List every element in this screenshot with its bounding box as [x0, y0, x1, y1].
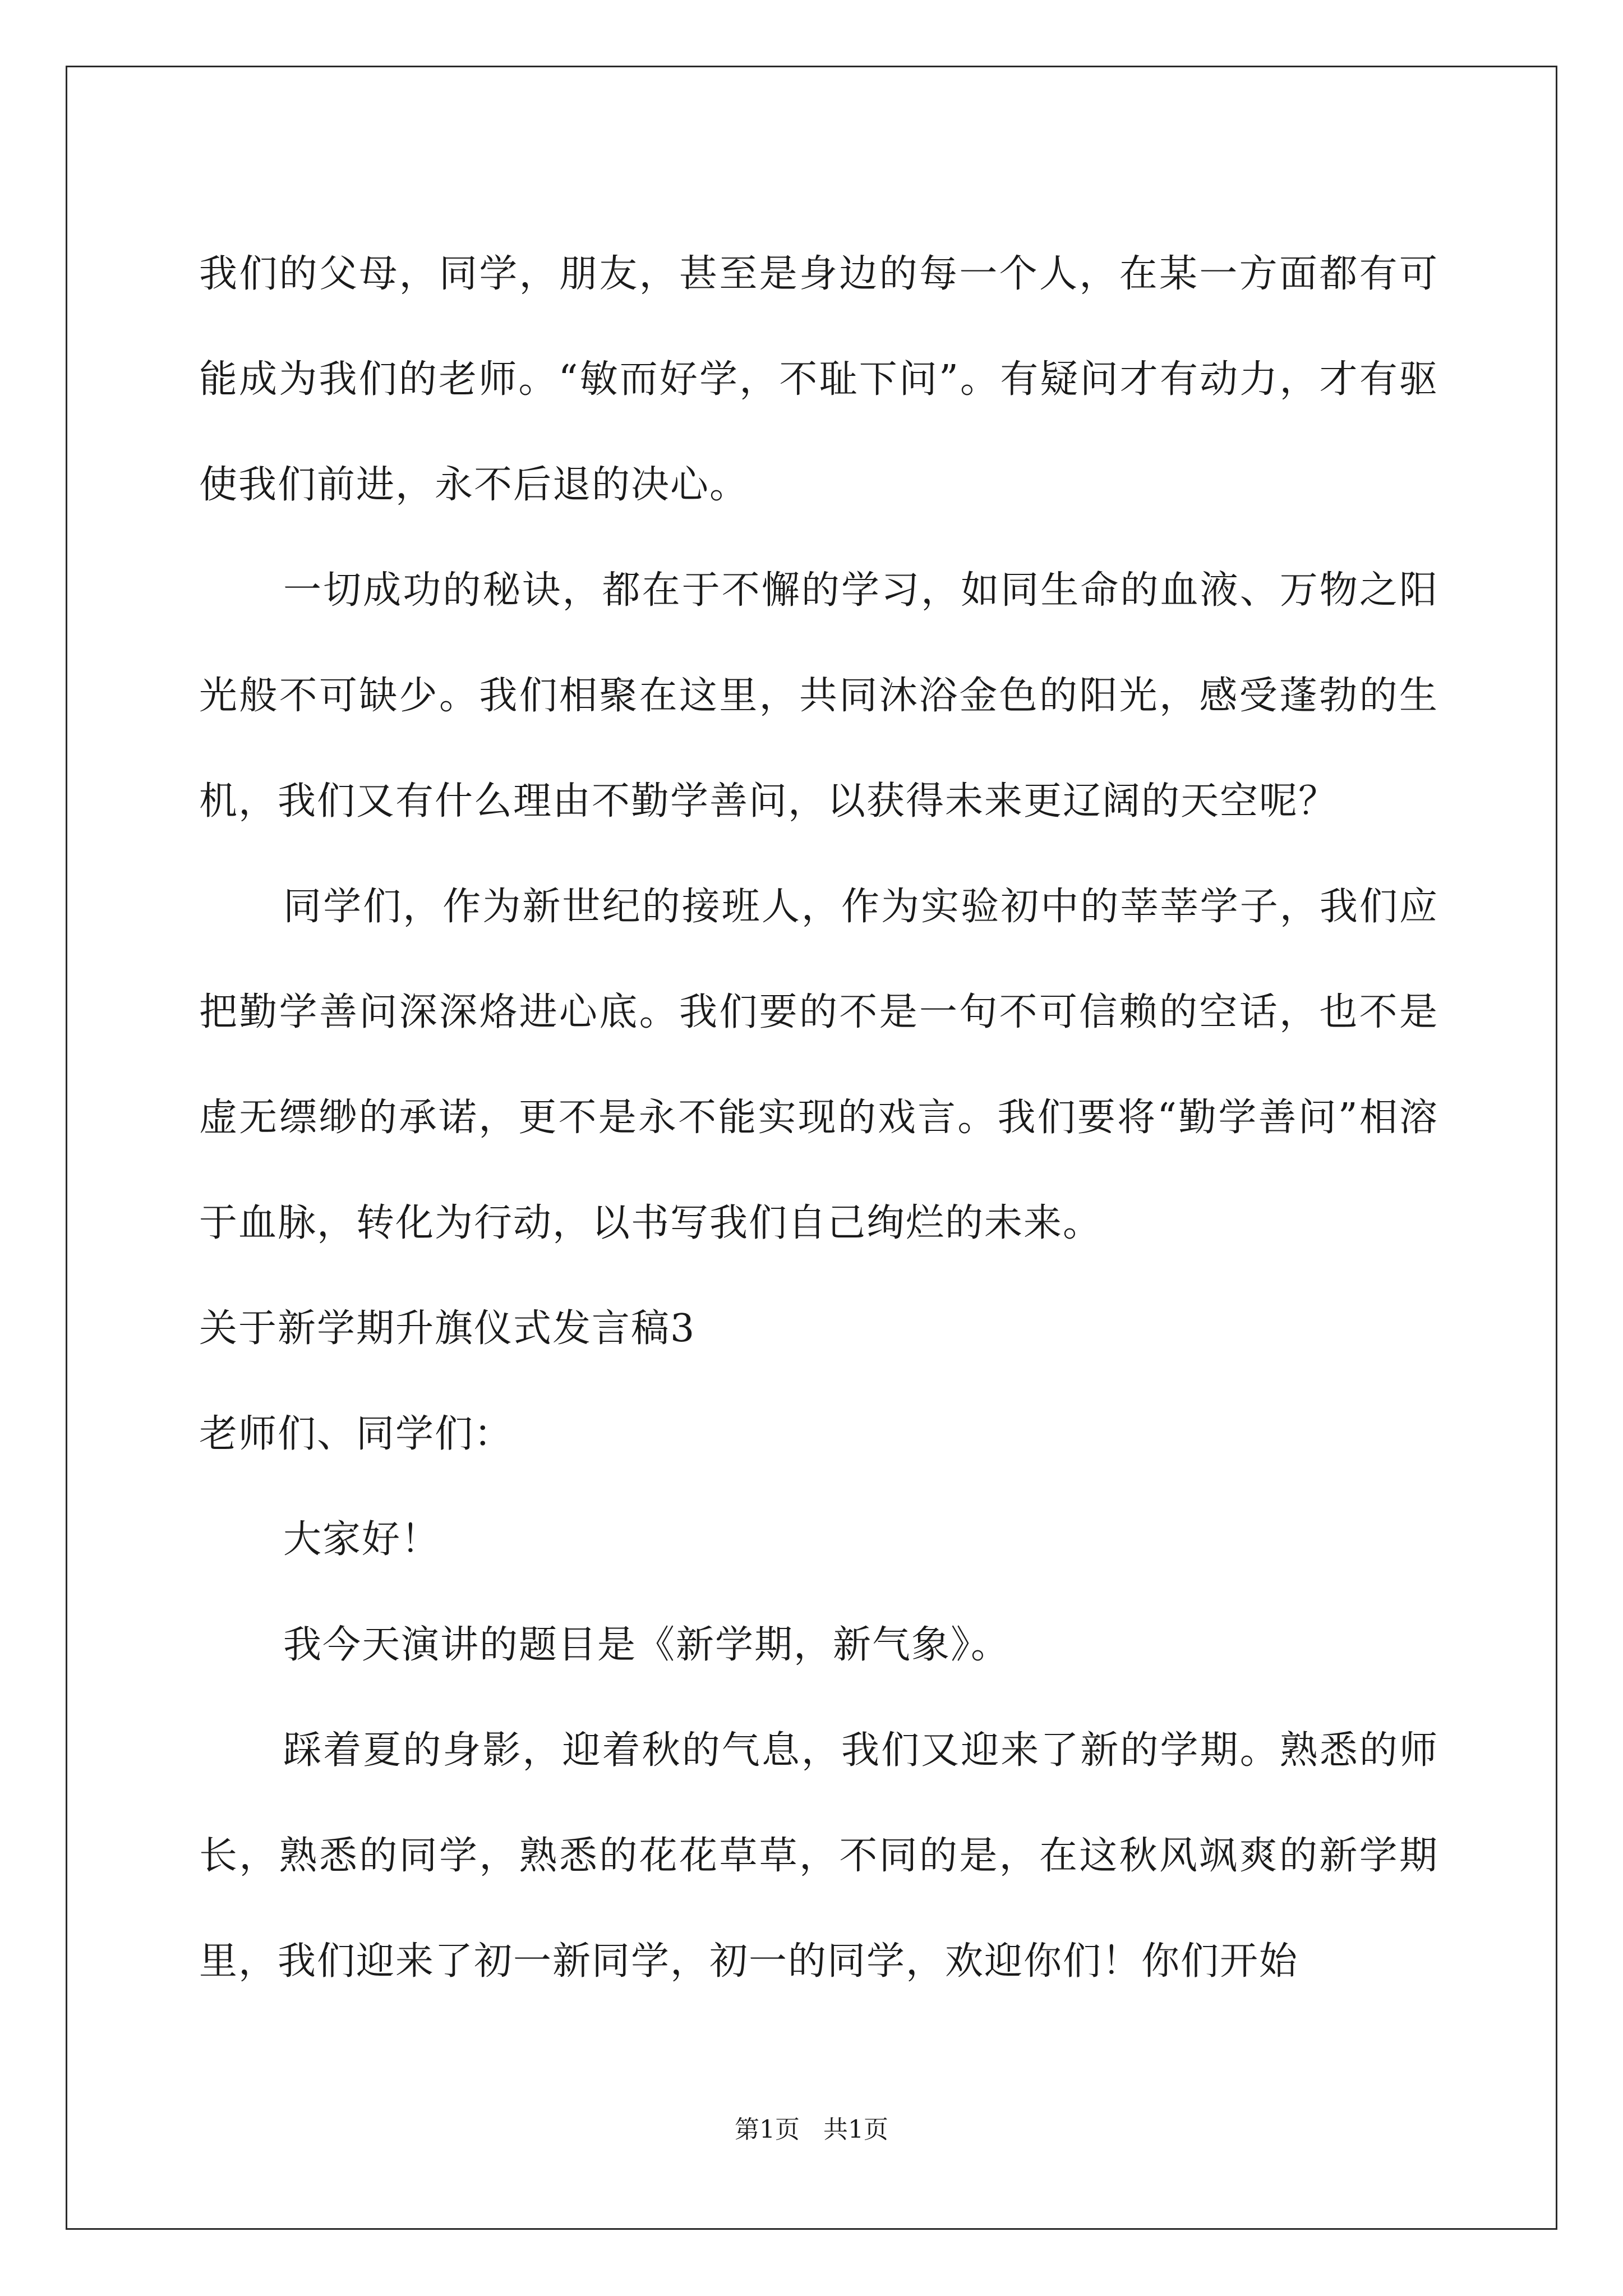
document-body [199, 222, 1438, 2014]
speech-topic: 我今天演讲的题目是《新学期，新气象》。 [283, 1623, 1011, 1667]
paragraph-2: 一切成功的秘诀，都在于不懈的学习，如同生命的血液、万物之阳光般不可缺少。我们相聚在这里，共同沐浴金色的阳光，感受蓬勃的生机，我们又有什么理由不勤学善问，以获得未来更辽阔的天空呢？ [199, 568, 1438, 823]
paragraph-1: 我们的父母，同学，朋友，甚至是身边的每一个人，在某一方面都有可能成为我们的老师。“敏而好学，不耻下问”。有疑问才有动力，才有驱使我们前进，永不后退的决心。 [199, 252, 1438, 507]
page-footer [0, 2109, 1623, 2145]
page-number-total: 共1页 [823, 2115, 888, 2144]
salutation: 老师们、同学们： [199, 1412, 514, 1456]
paragraph-3: 同学们，作为新世纪的接班人，作为实验初中的莘莘学子，我们应把勤学善问深深烙进心底。我们要的不是一句不可信赖的空话，也不是虚无缥缈的承诺，更不是永不能实现的戏言。我们要将“勤学善问”相溶于血脉，转化为行动，以书写我们自己绚烂的未来。 [199, 885, 1438, 1245]
paragraph-8: 踩着夏的身影，迎着秋的气息，我们又迎来了新的学期。熟悉的师长，熟悉的同学，熟悉的花花草草，不同的是，在这秋风飒爽的新学期里，我们迎来了初一新同学，初一的同学，欢迎你们！你们开始 [199, 1728, 1438, 1984]
section-heading: 关于新学期升旗仪式发言稿3 [199, 1306, 696, 1351]
greeting: 大家好！ [283, 1517, 441, 1562]
page-number-current: 第1页 [735, 2115, 800, 2144]
